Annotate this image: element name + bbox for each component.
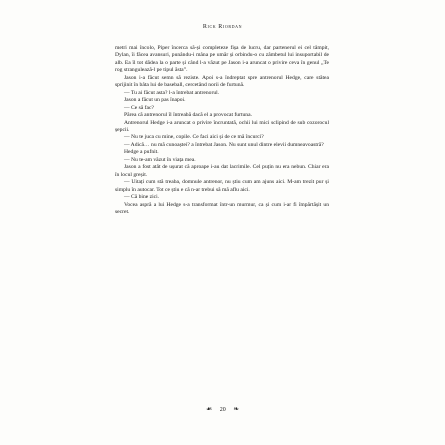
paragraph: — Nu te-am văzut în viața mea. (124, 156, 196, 163)
paragraph: — Ce să fac? (124, 104, 154, 111)
paragraph: metri mai încolo, Piper încerca să-și completeze fișa de lucru, dar partenerul ei cel tâmpit, Dylan, îi făcea avansuri, punându-i mâna pe umăr și orbindu-o cu zâmbetul lui insuportabil de alb. Ea îl tot dădea la o parte și când l-a văzut pe Jason i-a aruncat o privire ceva în genul „Te rog strangulează-l pe tipul ăsta”. (115, 45, 329, 74)
paragraph: Părea că antrenorul îl întreabă dacă el a provocat furtuna. (124, 112, 252, 119)
paragraph: — Uitați cum stă treaba, domnule antrenor, nu știu cum am ajuns aici. M-am trezit pur și simplu în autocar. Tot ce știu e că n-ar trebui să mă aflu aici. (115, 179, 329, 193)
page-footer (0, 405, 445, 413)
paragraph: — Tu ai făcut asta? l-a întrebat antrenorul. (124, 89, 220, 96)
running-header: Rick Riordan (202, 24, 243, 30)
ornament-left-icon: ☙ (205, 405, 213, 413)
paragraph: Antrenorul Hedge i-a aruncat o privire încruntată, ochii lui mici sclipind de sub cozorocul șepcii. (115, 119, 329, 133)
paragraph: — Nu te juca cu mine, copile. Ce faci aici și de ce mă încurci? (124, 134, 264, 141)
body-text (115, 45, 329, 216)
page-number: 20 (219, 407, 226, 413)
paragraph: — Adică… nu mă cunoaștei? a întrebat Jason. Nu sunt unul dintre elevii dumneavoastră? (124, 141, 324, 148)
paragraph: Vocea aspră a lui Hedge s-a transformat într-un murmur, ca și cum i-ar fi împărtășit un secret. (115, 201, 329, 215)
paragraph: Jason a făcut un pas înapoi. (124, 97, 186, 104)
paragraph: — Că bine zici. (124, 194, 160, 201)
ornament-right-icon: ❧ (233, 405, 240, 413)
paragraph: Hedge a pufnit. (124, 149, 159, 156)
paragraph: Jason a fost atât de ușurat că aproape i-au dat lacrimile. Cel puțin nu era nebun. Chiar era în locul greșit. (115, 164, 329, 178)
paragraph: Jason i-a făcut semn să reziste. Apoi s-a îndreptat spre antrenorul Hedge, care stătea sprijinit în bâta lui de baseball, cercetând norii de furtună. (115, 74, 329, 89)
